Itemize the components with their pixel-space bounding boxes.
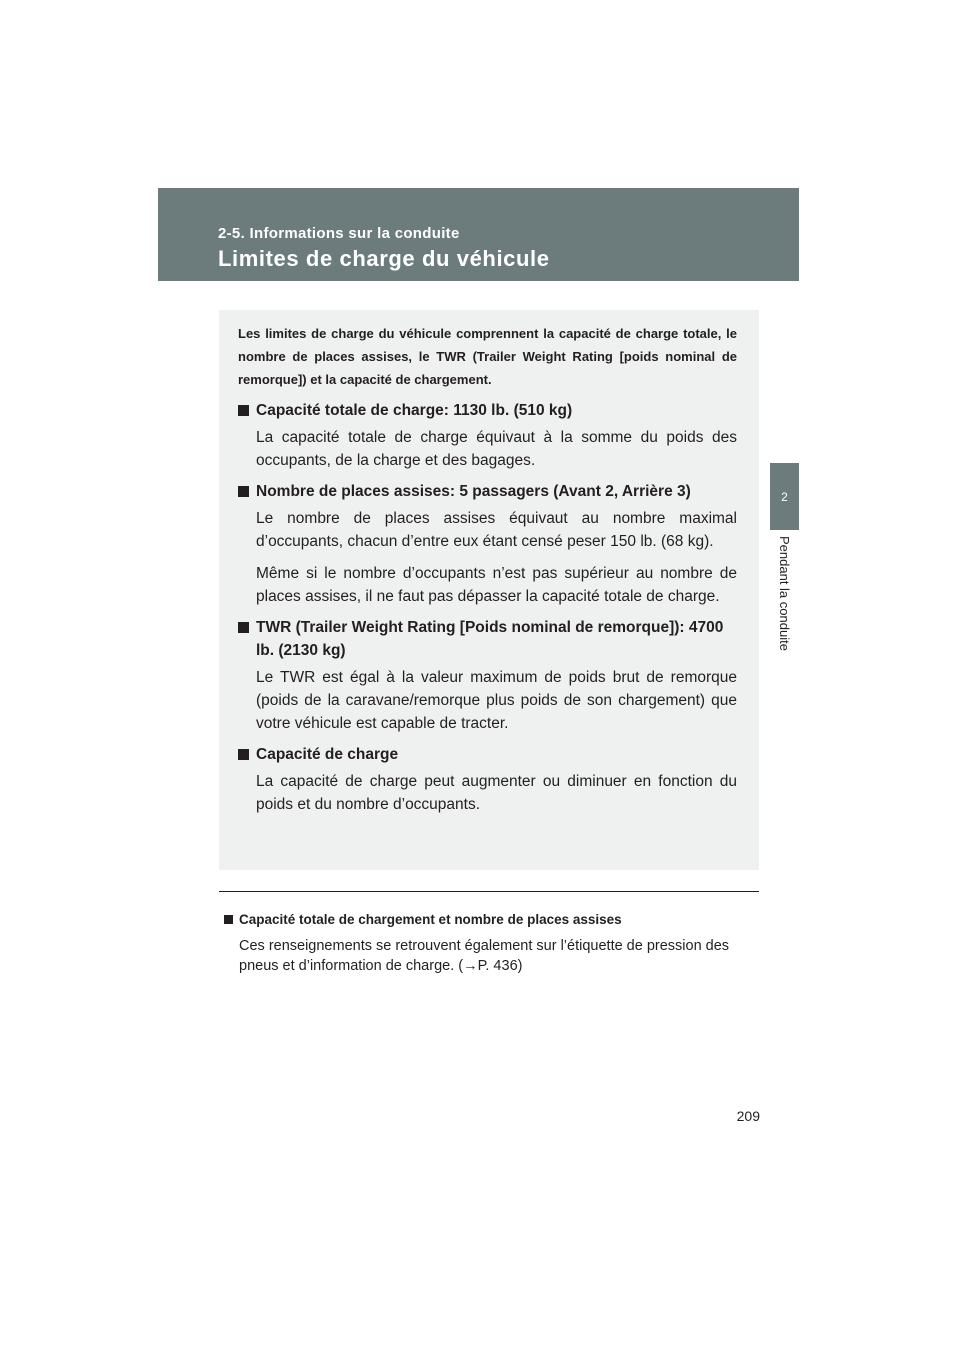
section-heading [238,480,737,503]
note-block [224,910,759,976]
section-heading-text: Capacité totale de charge: 1130 lb. (510 kg) [256,402,573,419]
intro-text: Les limites de charge du véhicule comprennent la capacité de charge totale, le nombre de places assises, le TWR (Trailer Weight Rating [poids nominal de remorque]) et la capacité de chargement. [238,326,737,387]
section-heading [238,399,737,422]
page-number: 209 [736,1108,760,1124]
note-text: Ces renseignements se retrouvent également sur l’étiquette de pression des pneus et d’information de charge. (→P. 436) [239,938,730,974]
section-heading-text: Nombre de places assises: 5 passagers (Avant 2, Arrière 3) [256,483,691,500]
square-bullet-icon [238,749,249,760]
page-title: Limites de charge du véhicule [218,246,550,271]
section-heading [238,743,737,766]
note-heading-text: Capacité totale de chargement et nombre de places assises [239,912,622,927]
section-paragraph: La capacité de charge peut augmenter ou diminuer en fonction du poids et du nombre d’occupants. [256,773,737,813]
section-seating [238,480,737,608]
section-twr [238,616,737,735]
section-paragraph: Le nombre de places assises équivaut au nombre maximal d’occupants, chacun d’entre eux étant censé peser 150 lb. (68 kg). [256,510,737,550]
chapter-name: Pendant la conduite [777,536,792,651]
section-total-capacity [238,399,737,472]
header-band [158,188,799,281]
chapter-tab[interactable] [770,463,799,530]
square-bullet-icon [238,486,249,497]
square-bullet-icon [238,405,249,416]
section-paragraph: Même si le nombre d’occupants n’est pas supérieur au nombre de places assises, il ne faut pas dépasser la capacité totale de charge. [256,565,737,605]
section-heading-text: Capacité de charge [256,746,399,763]
chapter-label-container [770,536,799,676]
square-bullet-icon [224,915,233,924]
divider [219,891,759,892]
square-bullet-icon [238,622,249,633]
info-box [219,310,759,870]
section-cargo-capacity [238,743,737,816]
section-paragraph: Le TWR est égal à la valeur maximum de poids brut de remorque (poids de la caravane/remorque plus poids de son chargement) que votre véhicule est capable de tracter. [256,669,737,732]
note-heading [224,910,759,930]
section-label: 2-5. Informations sur la conduite [218,225,460,242]
section-heading [238,616,737,662]
chapter-number: 2 [781,489,788,504]
section-heading-text: TWR (Trailer Weight Rating [Poids nominal de remorque]): 4700 lb. (2130 kg) [256,619,724,659]
section-paragraph: La capacité totale de charge équivaut à la somme du poids des occupants, de la charge et des bagages. [256,429,737,469]
